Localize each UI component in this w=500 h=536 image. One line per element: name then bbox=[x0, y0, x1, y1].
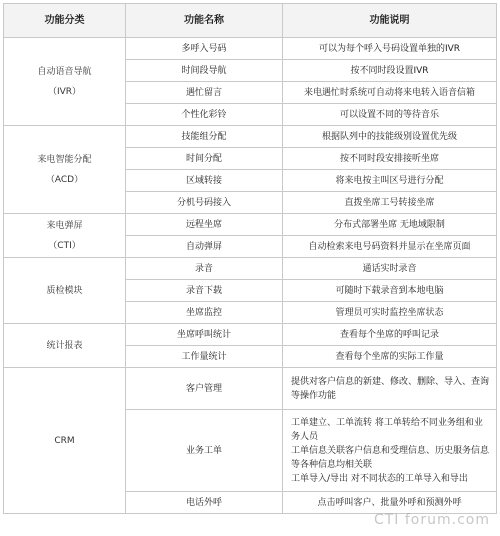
feature-description: 按不同时段安排接听坐席 bbox=[283, 148, 497, 170]
feature-name: 遇忙留言 bbox=[126, 82, 283, 104]
feature-name: 工作量统计 bbox=[126, 346, 283, 368]
table-row bbox=[4, 214, 497, 236]
feature-name: 坐席呼叫统计 bbox=[126, 324, 283, 346]
feature-description: 点击呼叫客户、批量外呼和预测外呼 bbox=[283, 492, 497, 514]
category-cell bbox=[4, 38, 126, 126]
feature-name: 个性化彩铃 bbox=[126, 104, 283, 126]
feature-name: 多呼入号码 bbox=[126, 38, 283, 60]
feature-name: 自动弹屏 bbox=[126, 236, 283, 258]
feature-name: 录音下载 bbox=[126, 280, 283, 302]
category-label: 统计报表 bbox=[46, 340, 83, 351]
feature-description: 可随时下载录音到本地电脑 bbox=[283, 280, 497, 302]
feature-description: 根据队列中的技能级别设置优先级 bbox=[283, 126, 497, 148]
feature-description bbox=[283, 368, 497, 410]
feature-description bbox=[283, 410, 497, 492]
feature-name: 时间段导航 bbox=[126, 60, 283, 82]
feature-table bbox=[3, 3, 497, 514]
feature-name: 技能组分配 bbox=[126, 126, 283, 148]
category-cell bbox=[4, 324, 126, 368]
watermark: CTI forum.com bbox=[373, 512, 490, 528]
feature-name: 录音 bbox=[126, 258, 283, 280]
feature-description: 分布式部署坐席 无地域限制 bbox=[283, 214, 497, 236]
table-row bbox=[4, 126, 497, 148]
category-cell bbox=[4, 214, 126, 258]
feature-description: 查看每个坐席的呼叫记录 bbox=[283, 324, 497, 346]
category-label: 来电弹屏 bbox=[46, 220, 83, 231]
feature-name: 客户管理 bbox=[126, 368, 283, 410]
feature-name: 电话外呼 bbox=[126, 492, 283, 514]
category-cell bbox=[4, 368, 126, 514]
category-label: CRM bbox=[54, 435, 75, 446]
description-line: 工单导入/导出 对不同状态的工单导入和导出 bbox=[291, 473, 468, 484]
description-line: 工单建立、工单流转 将工单转给不同业务组和业 bbox=[291, 417, 483, 428]
description-line: 等操作功能 bbox=[291, 390, 337, 401]
feature-name: 分机号码接入 bbox=[126, 192, 283, 214]
header-feature-name: 功能名称 bbox=[126, 4, 283, 38]
feature-name: 区域转接 bbox=[126, 170, 283, 192]
description-line: 务人员 bbox=[291, 431, 319, 442]
feature-description: 直拨坐席工号转接坐席 bbox=[283, 192, 497, 214]
description-line: 工单信息关联客户信息和受理信息、历史服务信息 bbox=[291, 445, 490, 456]
header-feature-description: 功能说明 bbox=[283, 4, 497, 38]
table-row bbox=[4, 38, 497, 60]
feature-name: 业务工单 bbox=[126, 410, 283, 492]
table-header-row bbox=[4, 4, 497, 38]
feature-description: 可以设置不同的等待音乐 bbox=[283, 104, 497, 126]
category-label: 来电智能分配 bbox=[37, 154, 92, 165]
category-code: （IVR） bbox=[47, 86, 82, 97]
feature-name: 时间分配 bbox=[126, 148, 283, 170]
feature-description: 自动检索来电号码资料并显示在坐席页面 bbox=[283, 236, 497, 258]
feature-name: 坐席监控 bbox=[126, 302, 283, 324]
feature-description: 按不同时段设置IVR bbox=[283, 60, 497, 82]
category-code: （CTI） bbox=[48, 240, 81, 251]
feature-description: 来电遇忙时系统可自动将来电转入语音信箱 bbox=[283, 82, 497, 104]
category-label: 自动语音导航 bbox=[37, 66, 92, 77]
description-line: 提供对客户信息的新建、修改、删除、导入、查询 bbox=[291, 376, 490, 387]
category-cell bbox=[4, 258, 126, 324]
description-line: 等各种信息均相关联 bbox=[291, 459, 373, 470]
category-cell bbox=[4, 126, 126, 214]
header-category: 功能分类 bbox=[4, 4, 126, 38]
feature-description: 通话实时录音 bbox=[283, 258, 497, 280]
table-row bbox=[4, 258, 497, 280]
feature-description: 可以为每个呼入号码设置单独的IVR bbox=[283, 38, 497, 60]
feature-description: 将来电按主叫区号进行分配 bbox=[283, 170, 497, 192]
feature-description: 查看每个坐席的实际工作量 bbox=[283, 346, 497, 368]
category-code: （ACD） bbox=[45, 174, 84, 185]
feature-name: 远程坐席 bbox=[126, 214, 283, 236]
table-row bbox=[4, 368, 497, 410]
feature-description: 管理员可实时监控坐席状态 bbox=[283, 302, 497, 324]
category-label: 质检模块 bbox=[46, 285, 83, 296]
table-row bbox=[4, 324, 497, 346]
